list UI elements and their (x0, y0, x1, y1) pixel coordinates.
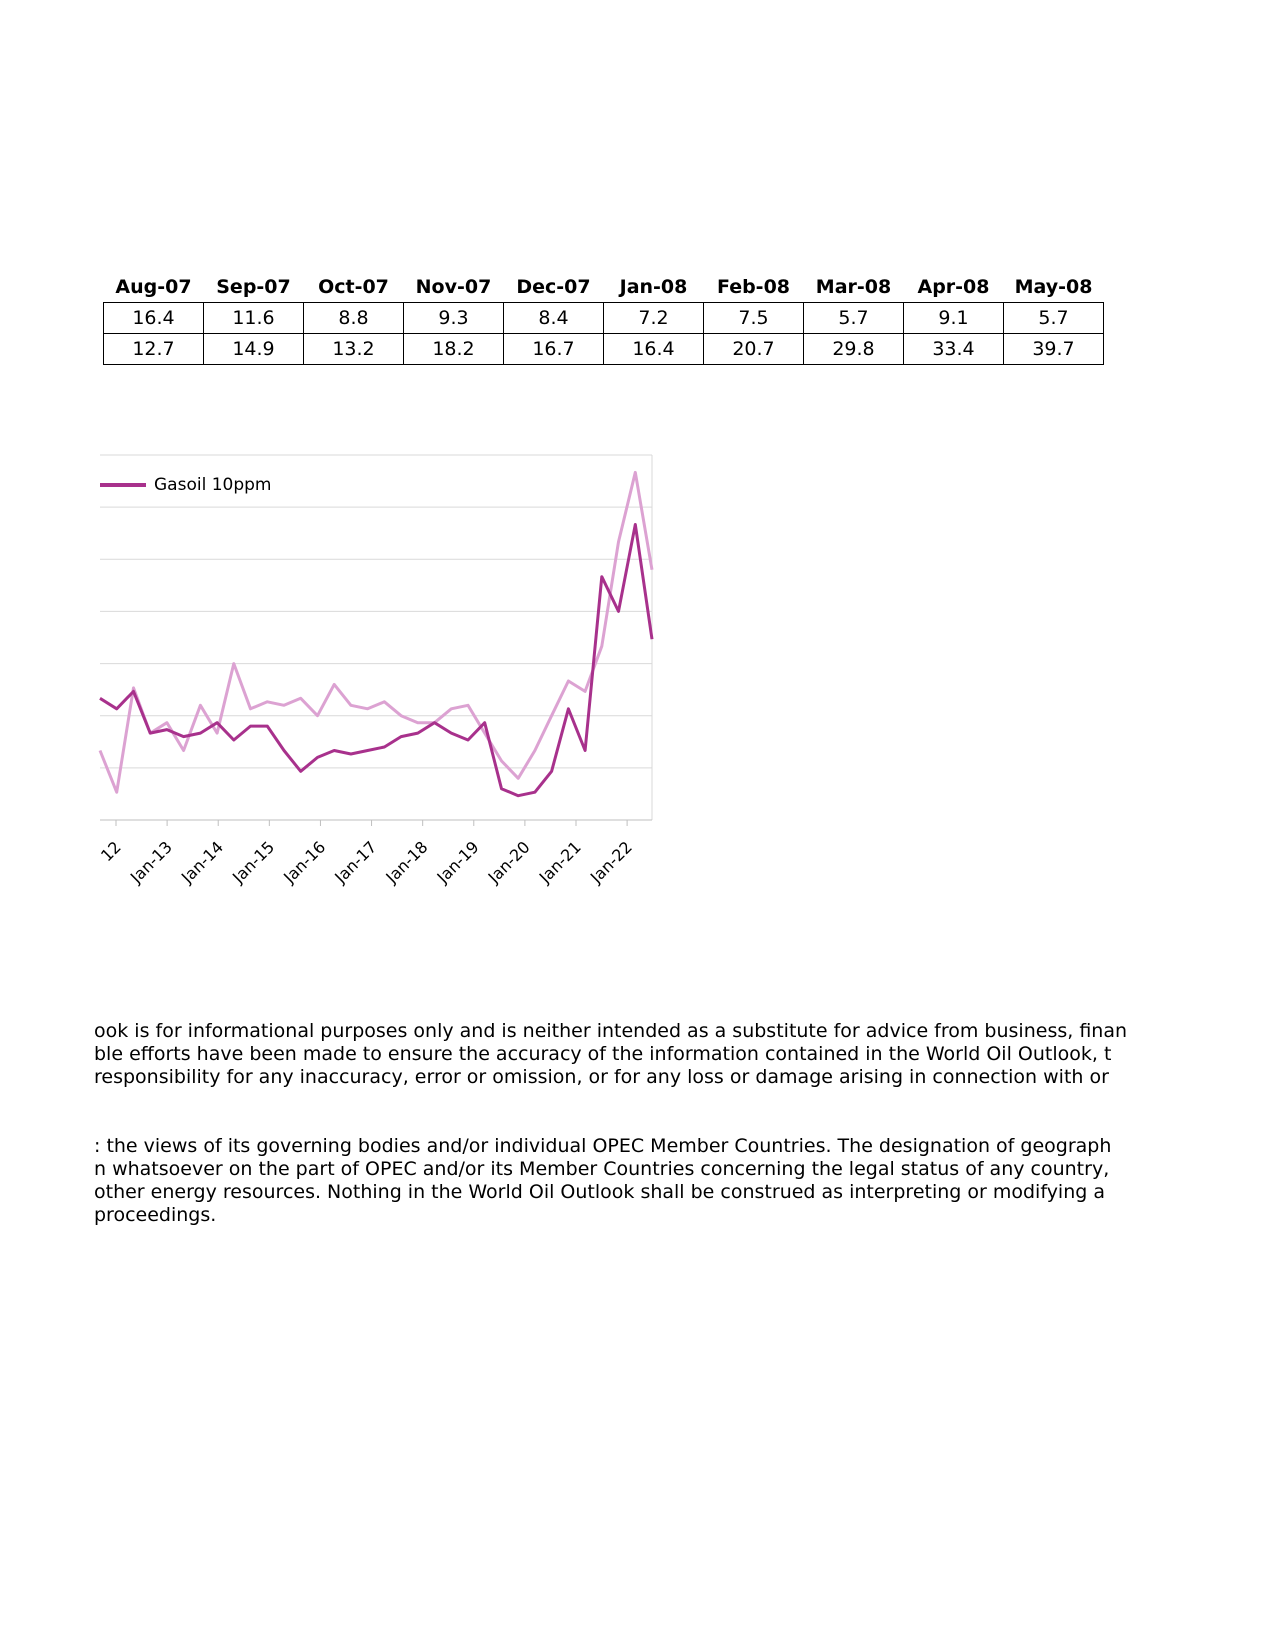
x-tick-label: Jan-17 (331, 837, 381, 887)
x-tick-label: Jan-15 (228, 837, 279, 887)
disclaimer-line: responsibility for any inaccuracy, error or omission, or for any loss or damage arising in connection with or (94, 1066, 1109, 1088)
table-row (104, 303, 1104, 334)
disclaimer-line: proceedings. (94, 1204, 217, 1226)
disclaimer-paragraph-1 (94, 1020, 1128, 1089)
chart-legend (100, 475, 271, 495)
column-header: Apr-08 (917, 276, 990, 298)
legend-swatch (100, 483, 146, 487)
column-header: Feb-08 (716, 276, 791, 298)
table-cell: 16.4 (104, 303, 204, 334)
table-cell: 33.4 (904, 334, 1004, 365)
x-tick-label: Jan-22 (586, 837, 636, 887)
legend-label: Gasoil 10ppm (154, 475, 272, 495)
table-cell: 5.7 (804, 303, 904, 334)
table-cell: 7.5 (704, 303, 804, 334)
table-cell: 20.7 (704, 334, 804, 365)
table-cell: 16.4 (604, 334, 704, 365)
column-header: Nov-07 (415, 276, 492, 298)
disclaimer-line: ook is for informational purposes only and is neither intended as a substitute for advice from business, finan (94, 1020, 1128, 1042)
table-cell: 7.2 (604, 303, 704, 334)
x-tick-label: Jan-18 (382, 837, 432, 887)
disclaimer-paragraph-2 (94, 1135, 1112, 1227)
chart-svg (96, 455, 700, 935)
table-cell: 16.7 (504, 334, 604, 365)
series-line-0 (100, 525, 652, 796)
table-cell: 9.3 (404, 303, 504, 334)
table-cell: 14.9 (204, 334, 304, 365)
table-cell: 8.8 (304, 303, 404, 334)
column-header: May-08 (1014, 276, 1093, 298)
table-header-row (104, 272, 1104, 303)
table-cell: 8.4 (504, 303, 604, 334)
table-cell: 11.6 (204, 303, 304, 334)
column-header: Sep-07 (216, 276, 291, 298)
disclaimer-line: ble efforts have been made to ensure the accuracy of the information contained in the World Oil Outlook, t (94, 1043, 1112, 1065)
table-cell: 18.2 (404, 334, 504, 365)
x-tick-label: Jan-14 (177, 837, 228, 887)
table-cell: 12.7 (104, 334, 204, 365)
table-cell: 29.8 (804, 334, 904, 365)
data-table (103, 272, 1104, 365)
series-line-1 (100, 472, 652, 792)
disclaimer-line: n whatsoever on the part of OPEC and/or its Member Countries concerning the legal status of any country, (94, 1158, 1110, 1180)
table-cell: 13.2 (304, 334, 404, 365)
table-cell: 5.7 (1004, 303, 1104, 334)
column-header: Dec-07 (516, 276, 591, 298)
data-table-container (103, 272, 1104, 365)
column-header: Aug-07 (115, 276, 192, 298)
disclaimer-line: other energy resources. Nothing in the World Oil Outlook shall be construed as interpreting or modifying a (94, 1181, 1105, 1203)
x-tick-label: Jan-16 (279, 837, 330, 887)
x-tick-label: Jan-13 (126, 837, 176, 887)
x-tick-label: 12 (96, 837, 125, 866)
table-row (104, 334, 1104, 365)
x-tick-label: Jan-19 (433, 837, 483, 887)
column-header: Mar-08 (815, 276, 892, 298)
disclaimer-line: : the views of its governing bodies and/or individual OPEC Member Countries. The designation of geograph (94, 1135, 1112, 1157)
x-tick-label: Jan-20 (484, 837, 534, 887)
column-header: Jan-08 (619, 276, 688, 298)
x-tick-label: Jan-21 (535, 837, 585, 887)
table-cell: 9.1 (904, 303, 1004, 334)
column-header: Oct-07 (318, 276, 389, 298)
price-chart (96, 455, 700, 935)
table-cell: 39.7 (1004, 334, 1104, 365)
